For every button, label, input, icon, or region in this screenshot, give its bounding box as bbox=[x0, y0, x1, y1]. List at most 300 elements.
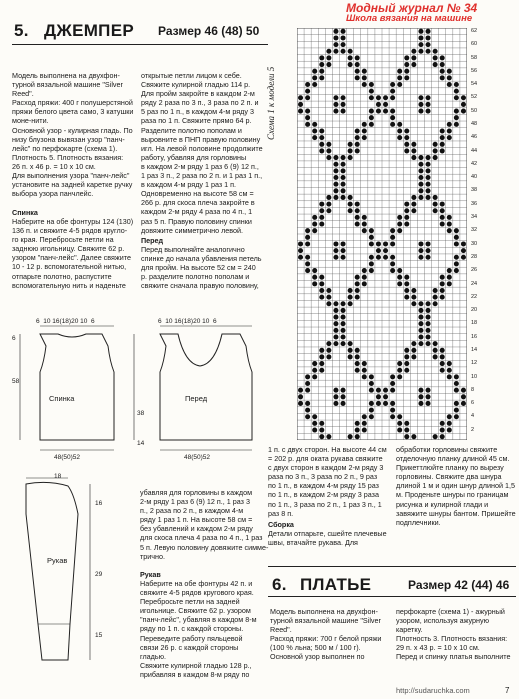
chart-stitch-dot bbox=[440, 142, 445, 147]
chart-stitch-dot bbox=[390, 82, 395, 87]
chart-stitch-dot bbox=[319, 295, 324, 300]
chart-stitch-dot bbox=[348, 208, 353, 213]
chart-stitch-dot bbox=[447, 222, 452, 227]
chart-stitch-dot bbox=[355, 361, 360, 366]
sleeve-dim-29: 29 bbox=[95, 571, 103, 578]
chart-stitch-dot bbox=[355, 368, 360, 373]
chart-stitch-dot bbox=[355, 222, 360, 227]
chart-stitch-dot bbox=[418, 195, 423, 200]
chart-stitch-dot bbox=[369, 414, 374, 419]
chart-stitch-dot bbox=[433, 341, 438, 346]
chart-row-number: 52 bbox=[471, 94, 478, 101]
chart-stitch-dot bbox=[312, 268, 317, 273]
chart-stitch-dot bbox=[440, 275, 445, 280]
chart-stitch-dot bbox=[411, 55, 416, 60]
chart-stitch-dot bbox=[426, 328, 431, 333]
chart-stitch-dot bbox=[355, 354, 360, 359]
chart-stitch-dot bbox=[369, 401, 374, 406]
chart-stitch-dot bbox=[447, 368, 452, 373]
section-number: 5. bbox=[14, 21, 29, 40]
chart-stitch-dot bbox=[341, 308, 346, 313]
chart-stitch-dot bbox=[433, 62, 438, 67]
chart-stitch-dot bbox=[305, 82, 310, 87]
chart-stitch-dot bbox=[362, 368, 367, 373]
chart-stitch-dot bbox=[305, 261, 310, 266]
chart-stitch-dot bbox=[426, 175, 431, 180]
chart-stitch-dot bbox=[418, 168, 423, 173]
chart-row-number: 8 bbox=[471, 386, 475, 393]
chart-stitch-dot bbox=[426, 168, 431, 173]
chart-stitch-dot bbox=[341, 175, 346, 180]
chart-stitch-dot bbox=[426, 188, 431, 193]
back-heading: Спинка bbox=[12, 208, 38, 217]
chart-stitch-dot bbox=[447, 374, 452, 379]
chart-stitch-dot bbox=[426, 248, 431, 253]
chart-row-number: 22 bbox=[471, 293, 478, 300]
chart-stitch-dot bbox=[348, 142, 353, 147]
chart-stitch-dot bbox=[454, 414, 459, 419]
chart-row-number: 36 bbox=[471, 200, 478, 207]
chart-stitch-dot bbox=[326, 354, 331, 359]
chart-stitch-dot bbox=[348, 341, 353, 346]
chart-stitch-dot bbox=[369, 241, 374, 246]
chart-stitch-dot bbox=[319, 288, 324, 293]
sleeve-heading: Рукав bbox=[140, 570, 161, 579]
chart-stitch-dot bbox=[447, 135, 452, 140]
chart-stitch-dot bbox=[333, 35, 338, 40]
chart-stitch-dot bbox=[404, 361, 409, 366]
chart-stitch-dot bbox=[341, 255, 346, 260]
chart-stitch-dot bbox=[369, 228, 374, 233]
chart-stitch-dot bbox=[426, 95, 431, 100]
section6-rule-2 bbox=[268, 596, 516, 597]
size-label: Размер 46 (48) 50 bbox=[158, 24, 260, 38]
chart-stitch-dot bbox=[355, 75, 360, 80]
chart-stitch-dot bbox=[426, 102, 431, 107]
chart-stitch-dot bbox=[341, 401, 346, 406]
punch-lace-chart bbox=[297, 28, 467, 440]
chart-stitch-dot bbox=[348, 354, 353, 359]
chart-stitch-dot bbox=[348, 55, 353, 60]
chart-stitch-dot bbox=[362, 428, 367, 433]
chart-stitch-dot bbox=[440, 222, 445, 227]
chart-stitch-dot bbox=[426, 301, 431, 306]
chart-stitch-dot bbox=[397, 135, 402, 140]
section-title: ДЖЕМПЕР bbox=[44, 21, 134, 40]
chart-stitch-dot bbox=[404, 202, 409, 207]
chart-stitch-dot bbox=[333, 328, 338, 333]
chart-stitch-dot bbox=[404, 222, 409, 227]
width-back: 48(50)52 bbox=[54, 454, 81, 461]
chart-stitch-dot bbox=[333, 301, 338, 306]
chart-stitch-dot bbox=[418, 102, 423, 107]
chart-stitch-dot bbox=[341, 321, 346, 326]
chart-stitch-dot bbox=[454, 89, 459, 94]
chart-stitch-dot bbox=[454, 255, 459, 260]
chart-stitch-dot bbox=[376, 241, 381, 246]
chart-stitch-dot bbox=[319, 275, 324, 280]
chart-row-number: 26 bbox=[471, 267, 478, 274]
chart-stitch-dot bbox=[440, 202, 445, 207]
chart-stitch-dot bbox=[426, 162, 431, 167]
chart-row-number: 62 bbox=[471, 28, 478, 34]
chart-stitch-dot bbox=[376, 109, 381, 114]
chart-stitch-dot bbox=[333, 168, 338, 173]
chart-stitch-dot bbox=[433, 202, 438, 207]
front-label: Перед bbox=[185, 394, 208, 403]
back-text: Наберите на обе фонтуры 124 (130) 136 п. и свяжите 4-5 рядов кругло- го края. Перебросьте петли на заднюю игольницу. Свяжите 62 р. узором "панч-лейс". Далее свяжите 10 - 12 р. вспомогательной нитью, отпарьте полотно, распустите вспомогательную нить и наденьте bbox=[12, 217, 134, 290]
chart-stitch-dot bbox=[411, 49, 416, 54]
chart-stitch-dot bbox=[298, 255, 303, 260]
dim-height-6: 6 bbox=[12, 335, 16, 342]
chart-stitch-dot bbox=[447, 421, 452, 426]
chart-stitch-dot bbox=[433, 55, 438, 60]
chart-stitch-dot bbox=[397, 368, 402, 373]
chart-stitch-dot bbox=[418, 188, 423, 193]
chart-stitch-dot bbox=[404, 281, 409, 286]
chart-stitch-dot bbox=[411, 354, 416, 359]
chart-stitch-dot bbox=[376, 248, 381, 253]
chart-stitch-dot bbox=[411, 195, 416, 200]
chart-stitch-dot bbox=[362, 228, 367, 233]
chart-row-number: 2 bbox=[471, 426, 475, 433]
chart-stitch-dot bbox=[383, 394, 388, 399]
chart-stitch-dot bbox=[355, 295, 360, 300]
chart-stitch-dot bbox=[341, 49, 346, 54]
chart-stitch-dot bbox=[404, 208, 409, 213]
chart-row-number: 28 bbox=[471, 253, 478, 260]
section6-title: ПЛАТЬЕ bbox=[300, 575, 372, 594]
chart-stitch-dot bbox=[426, 35, 431, 40]
chart-stitch-dot bbox=[454, 261, 459, 266]
chart-stitch-dot bbox=[454, 381, 459, 386]
chart-stitch-dot bbox=[362, 361, 367, 366]
chart-stitch-dot bbox=[397, 361, 402, 366]
chart-stitch-dot bbox=[326, 301, 331, 306]
chart-stitch-dot bbox=[369, 268, 374, 273]
chart-stitch-dot bbox=[433, 208, 438, 213]
front-text: Перед выполняйте аналогично спинке до начала убавления петель для пройм. На высоте 52 см = 240 р. разделите полотно пополам и свяжите сначала правую половину, bbox=[141, 245, 262, 291]
chart-stitch-dot bbox=[411, 148, 416, 153]
chart-stitch-dot bbox=[333, 42, 338, 47]
chart-stitch-dot bbox=[333, 241, 338, 246]
chart-stitch-dot bbox=[355, 421, 360, 426]
chart-row-number: 42 bbox=[471, 160, 478, 167]
chart-stitch-dot bbox=[305, 228, 310, 233]
chart-stitch-dot bbox=[305, 388, 310, 393]
chart-stitch-dot bbox=[369, 115, 374, 120]
chart-stitch-dot bbox=[447, 275, 452, 280]
chart-stitch-dot bbox=[312, 69, 317, 74]
chart-stitch-dot bbox=[418, 388, 423, 393]
chart-stitch-dot bbox=[418, 29, 423, 34]
magazine-title: Модный журнал № 34 bbox=[346, 1, 478, 15]
chart-row-number: 30 bbox=[471, 240, 478, 247]
chart-stitch-dot bbox=[362, 128, 367, 133]
chart-stitch-dot bbox=[362, 75, 367, 80]
chart-stitch-dot bbox=[333, 188, 338, 193]
chart-stitch-dot bbox=[411, 348, 416, 353]
chart-stitch-dot bbox=[447, 361, 452, 366]
chart-stitch-dot bbox=[312, 135, 317, 140]
chart-stitch-dot bbox=[326, 434, 331, 439]
chart-stitch-dot bbox=[305, 401, 310, 406]
chart-stitch-dot bbox=[383, 109, 388, 114]
chart-stitch-dot bbox=[404, 135, 409, 140]
chart-stitch-dot bbox=[305, 95, 310, 100]
chart-stitch-dot bbox=[390, 388, 395, 393]
chart-stitch-dot bbox=[312, 275, 317, 280]
chart-stitch-dot bbox=[319, 434, 324, 439]
chart-stitch-dot bbox=[341, 188, 346, 193]
source-url: http://sudaruchka.com bbox=[396, 686, 470, 695]
chart-stitch-dot bbox=[333, 334, 338, 339]
header-rule bbox=[12, 44, 268, 45]
top-dim-back: 6 10 16(18)20 10 6 bbox=[36, 318, 95, 325]
chart-stitch-dot bbox=[333, 315, 338, 320]
chart-stitch-dot bbox=[426, 315, 431, 320]
chart-stitch-dot bbox=[348, 62, 353, 67]
chart-row-number: 58 bbox=[471, 54, 478, 61]
chart-stitch-dot bbox=[383, 255, 388, 260]
chart-row-number: 10 bbox=[471, 373, 478, 380]
chart-stitch-dot bbox=[298, 241, 303, 246]
chart-stitch-dot bbox=[447, 228, 452, 233]
chart-stitch-dot bbox=[362, 69, 367, 74]
chart-stitch-dot bbox=[341, 301, 346, 306]
chart-stitch-dot bbox=[319, 135, 324, 140]
chart-stitch-dot bbox=[418, 95, 423, 100]
chart-stitch-dot bbox=[355, 434, 360, 439]
chart-stitch-dot bbox=[319, 208, 324, 213]
chart-stitch-dot bbox=[426, 42, 431, 47]
chart-row-number: 46 bbox=[471, 134, 478, 141]
front-heading: Перед bbox=[141, 236, 164, 245]
chart-stitch-dot bbox=[440, 135, 445, 140]
dim-height-38: 38 bbox=[137, 410, 145, 417]
chart-stitch-dot bbox=[333, 321, 338, 326]
chart-label: Схема 1 к модели 5 bbox=[266, 66, 276, 140]
chart-stitch-dot bbox=[404, 368, 409, 373]
chart-stitch-dot bbox=[383, 95, 388, 100]
chart-stitch-dot bbox=[447, 215, 452, 220]
chart-stitch-dot bbox=[454, 109, 459, 114]
chart-stitch-dot bbox=[369, 374, 374, 379]
chart-stitch-dot bbox=[355, 208, 360, 213]
chart-stitch-dot bbox=[376, 95, 381, 100]
chart-stitch-dot bbox=[319, 361, 324, 366]
chart-stitch-dot bbox=[305, 109, 310, 114]
chart-stitch-dot bbox=[312, 374, 317, 379]
chart-stitch-dot bbox=[298, 401, 303, 406]
chart-stitch-dot bbox=[369, 95, 374, 100]
chart-stitch-dot bbox=[319, 368, 324, 373]
front-continuation: убавляя для горловины в каждом 2-м ряду 1 раз 6 (9) 12 п., 1 раз 3 п., 2 раза по 2 п., в каждом 4-м ряду 1 раз 1 п. На высоте 58 см = без убавлений и каждом 2-м ряду для скоса плеча 4 раза по 4 п., 1 раз 5 п. Левую половину довяжите симме- трично. bbox=[140, 488, 269, 561]
chart-stitch-dot bbox=[390, 381, 395, 386]
chart-stitch-dot bbox=[418, 401, 423, 406]
chart-stitch-dot bbox=[341, 162, 346, 167]
chart-stitch-dot bbox=[355, 62, 360, 67]
section6-col2: перфокарте (схема 1) - ажурный узором, используя ажурную каретку. Плотность 3. Плотность вязания: 29 п. х 43 р. = 10 х 10 см. Перед и спинку платья выполните bbox=[396, 607, 511, 662]
chart-stitch-dot bbox=[362, 374, 367, 379]
chart-row-number: 56 bbox=[471, 67, 478, 74]
chart-stitch-dot bbox=[369, 89, 374, 94]
chart-stitch-dot bbox=[418, 301, 423, 306]
chart-stitch-dot bbox=[326, 62, 331, 67]
chart-stitch-dot bbox=[341, 241, 346, 246]
chart-stitch-dot bbox=[319, 75, 324, 80]
chart-stitch-dot bbox=[404, 275, 409, 280]
chart-stitch-dot bbox=[362, 135, 367, 140]
chart-stitch-dot bbox=[404, 215, 409, 220]
section6-number: 6. bbox=[272, 575, 287, 594]
chart-stitch-dot bbox=[348, 202, 353, 207]
chart-stitch-dot bbox=[376, 401, 381, 406]
chart-stitch-dot bbox=[341, 95, 346, 100]
chart-stitch-dot bbox=[312, 368, 317, 373]
chart-stitch-dot bbox=[397, 281, 402, 286]
chart-stitch-dot bbox=[348, 49, 353, 54]
chart-stitch-dot bbox=[426, 155, 431, 160]
chart-stitch-dot bbox=[312, 222, 317, 227]
chart-stitch-dot bbox=[341, 195, 346, 200]
chart-stitch-dot bbox=[461, 109, 466, 114]
chart-stitch-dot bbox=[418, 162, 423, 167]
finishing-text: обработки горловины свяжите отделочную планку длиной 45 см. Прикеттлюйте планку по вырезу горловины. Свяжите два шнура длиной 1 м и один шнур длиной 1,5 м. Проденьте шнуры по границам рисунка и кулирной глади и завяжите шнуры бантом. Пришейте подплечники. bbox=[396, 445, 516, 527]
chart-stitch-dot bbox=[426, 255, 431, 260]
chart-stitch-dot bbox=[426, 49, 431, 54]
chart-stitch-dot bbox=[397, 374, 402, 379]
chart-stitch-dot bbox=[426, 321, 431, 326]
chart-stitch-dot bbox=[411, 155, 416, 160]
chart-row-number: 12 bbox=[471, 360, 478, 367]
chart-stitch-dot bbox=[369, 261, 374, 266]
chart-stitch-dot bbox=[376, 102, 381, 107]
chart-row-number: 50 bbox=[471, 107, 478, 114]
chart-stitch-dot bbox=[348, 148, 353, 153]
chart-stitch-dot bbox=[355, 55, 360, 60]
chart-stitch-dot bbox=[333, 29, 338, 34]
chart-stitch-dot bbox=[369, 408, 374, 413]
chart-stitch-dot bbox=[418, 241, 423, 246]
chart-row-number: 38 bbox=[471, 187, 478, 194]
chart-stitch-dot bbox=[411, 434, 416, 439]
chart-stitch-dot bbox=[390, 401, 395, 406]
chart-stitch-dot bbox=[454, 115, 459, 120]
chart-stitch-dot bbox=[362, 122, 367, 127]
chart-stitch-dot bbox=[404, 55, 409, 60]
chart-stitch-dot bbox=[454, 228, 459, 233]
chart-stitch-dot bbox=[461, 401, 466, 406]
chart-stitch-dot bbox=[418, 35, 423, 40]
chart-stitch-dot bbox=[447, 268, 452, 273]
chart-stitch-dot bbox=[390, 241, 395, 246]
chart-stitch-dot bbox=[341, 334, 346, 339]
chart-stitch-dot bbox=[312, 281, 317, 286]
chart-stitch-dot bbox=[341, 315, 346, 320]
chart-stitch-dot bbox=[433, 49, 438, 54]
chart-stitch-dot bbox=[404, 434, 409, 439]
chart-stitch-dot bbox=[298, 248, 303, 253]
chart-stitch-dot bbox=[461, 95, 466, 100]
chart-stitch-dot bbox=[348, 195, 353, 200]
chart-stitch-dot bbox=[447, 75, 452, 80]
chart-stitch-dot bbox=[355, 142, 360, 147]
sleeve-dim-18: 18 bbox=[54, 473, 62, 480]
chart-stitch-dot bbox=[312, 428, 317, 433]
chart-stitch-dot bbox=[390, 89, 395, 94]
back-cont-text: открытые петли лицом к себе. Свяжите кулирной гладью 114 р. Для пройм закройте в каждом 2-м ряду 2 раза по 3 п., 3 раза по 2 п. и 5 раз по 1 п., в каждом 4-м ряду 3 раза по 1 п. Свяжите прямо 64 р. Разделите полотно пополам и выровните в ПНП правую половину игл. На левой половине продолжите работу, убавляя для горловины в каждом 2-м ряду 1 раз 6 (9) 12 п., 1 раз 3 п., 2 раза по 2 п. и 1 раз 1 п., в каждом 4-м ряду 1 раз 1 п. Одновременно на высоте 58 см = 266 р. для скоса плеча закройте в каждом 2-м ряду 4 раза по 4 п., 1 раз 5 п. Правую половину спинки довяжите симметрично левой. bbox=[141, 71, 263, 235]
chart-stitch-dot bbox=[333, 195, 338, 200]
chart-stitch-dot bbox=[404, 421, 409, 426]
chart-stitch-dot bbox=[454, 95, 459, 100]
chart-stitch-dot bbox=[305, 122, 310, 127]
chart-stitch-dot bbox=[418, 394, 423, 399]
chart-stitch-dot bbox=[326, 295, 331, 300]
chart-stitch-dot bbox=[426, 401, 431, 406]
chart-stitch-dot bbox=[411, 288, 416, 293]
chart-stitch-dot bbox=[333, 401, 338, 406]
chart-stitch-dot bbox=[390, 95, 395, 100]
chart-stitch-dot bbox=[404, 128, 409, 133]
chart-stitch-dot bbox=[341, 388, 346, 393]
chart-stitch-dot bbox=[433, 142, 438, 147]
top-dim-front: 6 10 16(18)20 10 6 bbox=[158, 318, 217, 325]
chart-stitch-dot bbox=[404, 428, 409, 433]
chart-stitch-dot bbox=[447, 414, 452, 419]
chart-stitch-dot bbox=[433, 288, 438, 293]
chart-stitch-dot bbox=[312, 361, 317, 366]
back-outline bbox=[40, 334, 114, 440]
chart-stitch-dot bbox=[440, 281, 445, 286]
chart-stitch-dot bbox=[341, 328, 346, 333]
chart-stitch-dot bbox=[461, 388, 466, 393]
chart-stitch-dot bbox=[362, 421, 367, 426]
intro-text: Модель выполнена на двухфон- турной вязальной машине "Silver Reed". Расход пряжи: 400 г полушерстяной пряжи белого цвета само, 3 катушки моне-нити. Основной узор - кулирная гладь. По низу блузона вывязан узор "панч- лейс" по перфокарте (схема 1). Плотность 5. Плотность вязания: 26 п. х 46 р. = 10 х 10 см. Для выполнения узора "панч-лейс" установите на задней каретке ручку выбора узора панчлейс. bbox=[12, 71, 134, 199]
chart-stitch-dot bbox=[418, 341, 423, 346]
chart-stitch-dot bbox=[298, 109, 303, 114]
chart-stitch-dot bbox=[369, 235, 374, 240]
magazine-subtitle: Школа вязания на машине bbox=[346, 13, 473, 24]
chart-stitch-dot bbox=[348, 348, 353, 353]
chart-stitch-dot bbox=[433, 348, 438, 353]
chart-stitch-dot bbox=[411, 295, 416, 300]
chart-stitch-dot bbox=[341, 42, 346, 47]
chart-stitch-dot bbox=[440, 62, 445, 67]
chart-stitch-dot bbox=[355, 288, 360, 293]
chart-stitch-dot bbox=[355, 69, 360, 74]
chart-row-number: 32 bbox=[471, 227, 478, 234]
chart-stitch-dot bbox=[397, 215, 402, 220]
chart-stitch-dot bbox=[433, 301, 438, 306]
sleeve-label: Рукав bbox=[47, 556, 68, 565]
chart-stitch-dot bbox=[390, 109, 395, 114]
chart-stitch-dot bbox=[440, 354, 445, 359]
chart-stitch-dot bbox=[369, 381, 374, 386]
chart-stitch-dot bbox=[305, 255, 310, 260]
chart-stitch-dot bbox=[426, 388, 431, 393]
chart-stitch-dot bbox=[319, 142, 324, 147]
chart-stitch-dot bbox=[426, 394, 431, 399]
chart-stitch-dot bbox=[461, 248, 466, 253]
chart-stitch-dot bbox=[440, 208, 445, 213]
chart-stitch-dot bbox=[397, 421, 402, 426]
chart-stitch-dot bbox=[397, 82, 402, 87]
chart-stitch-dot bbox=[341, 102, 346, 107]
chart-stitch-dot bbox=[404, 295, 409, 300]
chart-stitch-dot bbox=[411, 301, 416, 306]
chart-stitch-dot bbox=[305, 89, 310, 94]
